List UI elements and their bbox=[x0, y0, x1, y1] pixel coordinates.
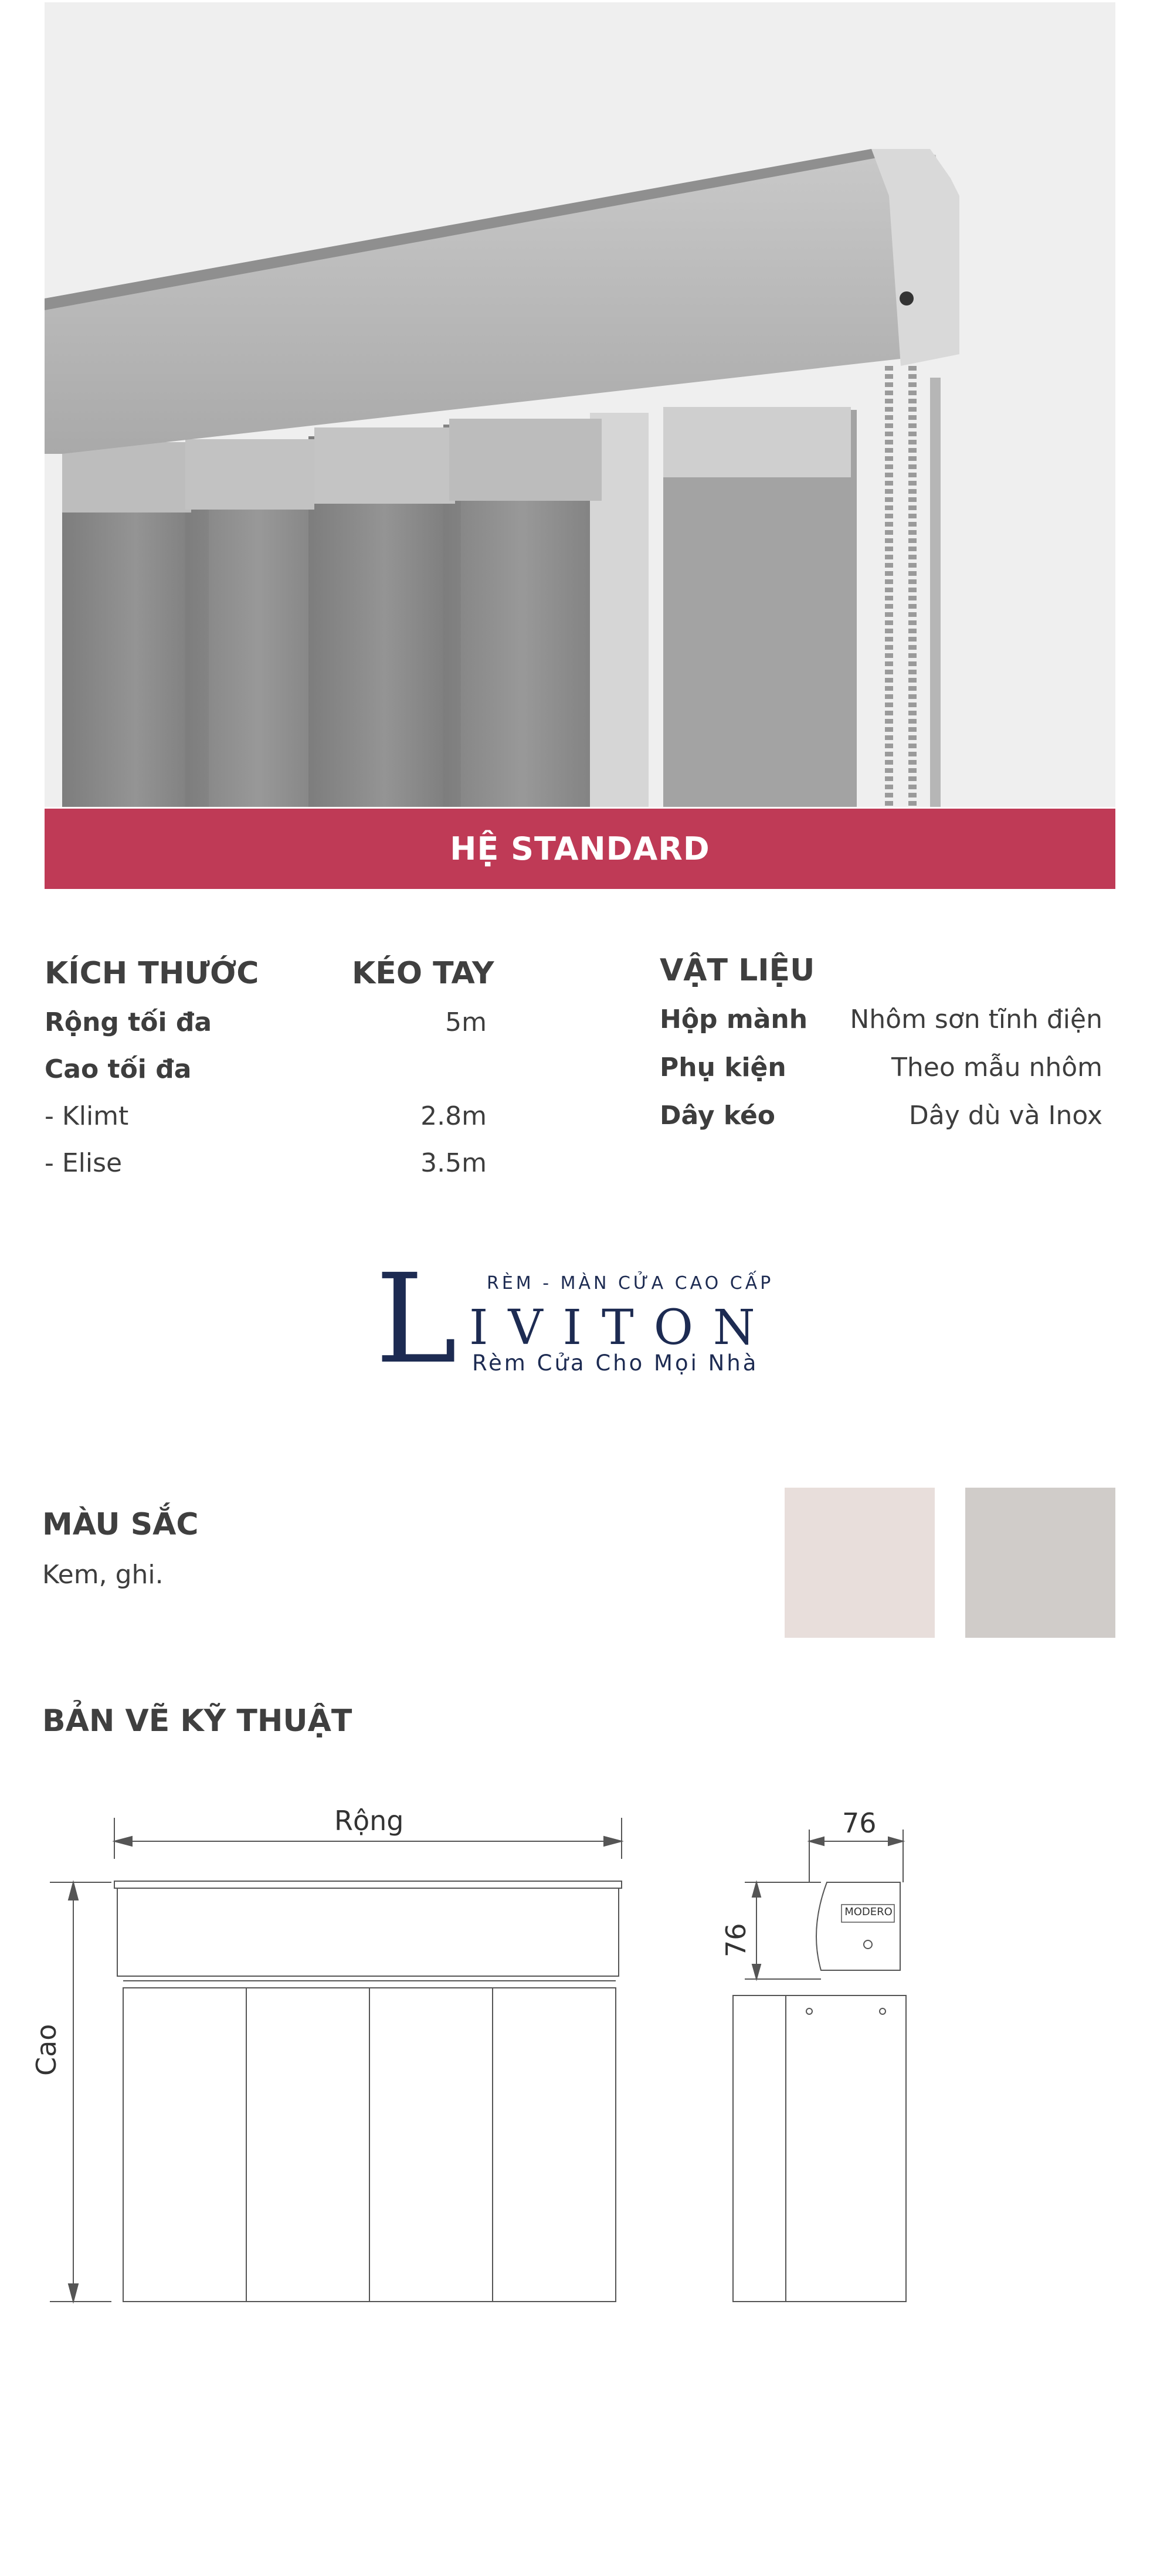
size-row-value: 5m bbox=[445, 1007, 487, 1037]
material-row-label: Hộp mành bbox=[660, 1004, 808, 1034]
side-height-label: 76 bbox=[720, 1923, 752, 1957]
material-heading: VẬT LIỆU bbox=[660, 953, 815, 988]
system-title-banner bbox=[45, 809, 1115, 889]
logo-tagline: RÈM - MÀN CỬA CAO CẤP bbox=[487, 1273, 774, 1294]
size-row-label: Rộng tối đa bbox=[45, 1007, 212, 1037]
brand-mark: MODERO bbox=[844, 1906, 893, 1918]
material-row-label: Phụ kiện bbox=[660, 1053, 786, 1082]
logo-wordmark: IVITON bbox=[469, 1300, 775, 1356]
size-heading: KÍCH THƯỚC bbox=[45, 956, 259, 991]
material-row-value: Nhôm sơn tĩnh điện bbox=[850, 1004, 1102, 1034]
logo-initial: L bbox=[375, 1247, 457, 1391]
size-row-label: - Elise bbox=[45, 1148, 123, 1178]
colors-text: Kem, ghi. bbox=[42, 1560, 164, 1590]
liviton-logo bbox=[375, 1247, 786, 1391]
colors-heading: MÀU SẮC bbox=[42, 1507, 199, 1542]
size-row-value: 2.8m bbox=[420, 1101, 487, 1131]
technical-drawing bbox=[23, 1794, 938, 2322]
size-row-label: Cao tối đa bbox=[45, 1054, 192, 1084]
height-label: Cao bbox=[30, 2024, 62, 2076]
side-width-label: 76 bbox=[842, 1807, 877, 1839]
width-label: Rộng bbox=[334, 1805, 404, 1837]
system-title: HỆ STANDARD bbox=[450, 830, 710, 867]
product-photo bbox=[45, 2, 1115, 807]
logo-slogan: Rèm Cửa Cho Mọi Nhà bbox=[472, 1350, 759, 1376]
color-swatch-kem bbox=[785, 1488, 935, 1638]
drawing-heading: BẢN VẼ KỸ THUẬT bbox=[42, 1703, 352, 1739]
size-row-label: - Klimt bbox=[45, 1101, 129, 1131]
material-row-label: Dây kéo bbox=[660, 1101, 776, 1131]
color-swatch-ghi bbox=[965, 1488, 1115, 1638]
manual-pull-heading: KÉO TAY bbox=[352, 956, 494, 991]
material-row-value: Dây dù và Inox bbox=[908, 1101, 1102, 1131]
material-row-value: Theo mẫu nhôm bbox=[891, 1053, 1102, 1082]
size-row-value: 3.5m bbox=[420, 1148, 487, 1178]
